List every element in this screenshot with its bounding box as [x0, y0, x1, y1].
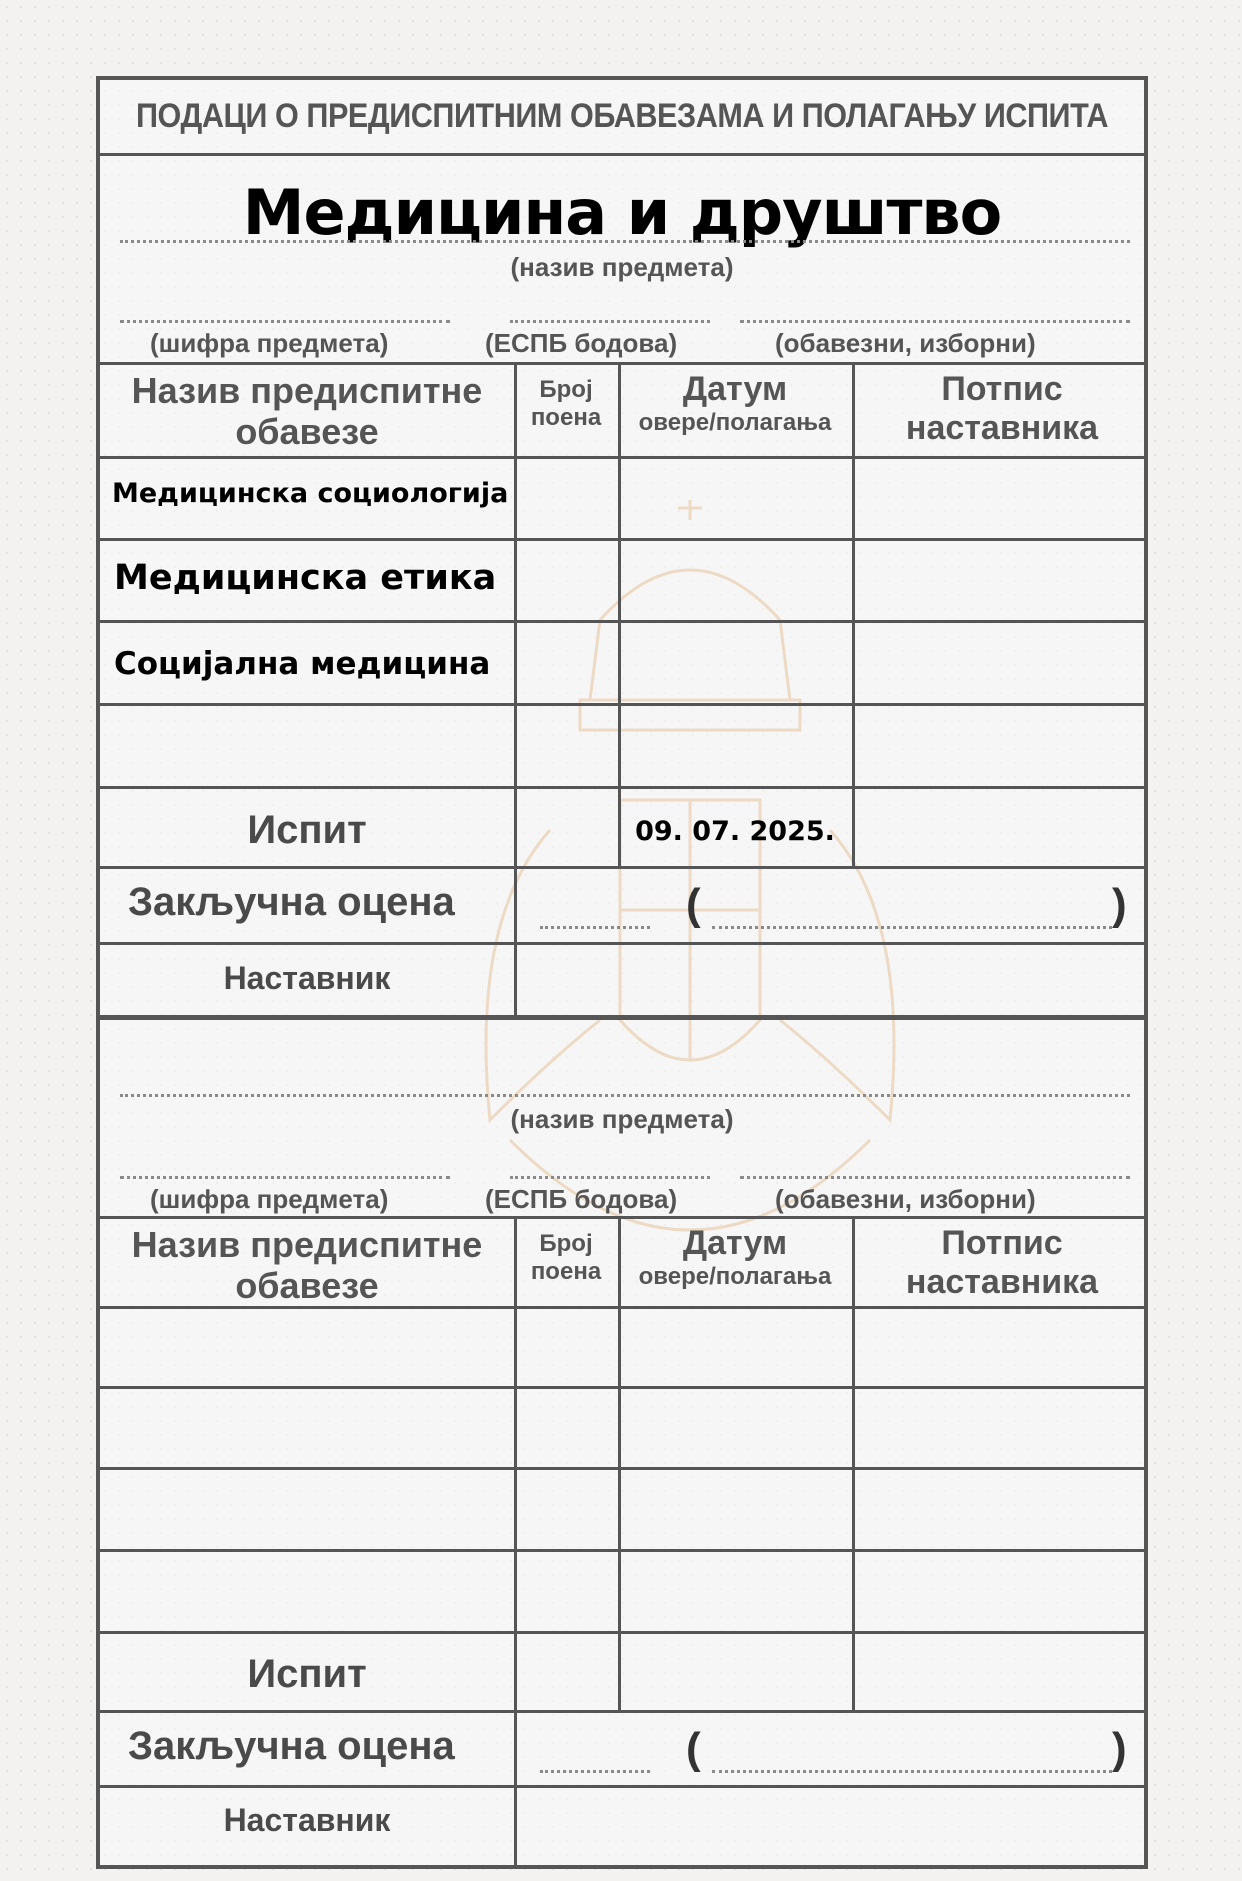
ects-dotted-line — [510, 320, 710, 323]
exam-row-label: Испит — [247, 808, 367, 852]
subject-name-label-2: (назив предмета) — [510, 1104, 734, 1134]
form-header-title: ПОДАЦИ О ПРЕДИСПИТНИМ ОБАВЕЗАМА И ПОЛАГАЊУ ИСПИТА — [135, 97, 1109, 135]
type-dotted-line — [740, 320, 1130, 323]
col-header-date: Датум овере/полагања — [638, 370, 832, 437]
teacher-label: Наставник — [223, 960, 391, 996]
final-grade-words-dotted — [712, 926, 1112, 929]
form-header — [100, 80, 1144, 156]
subject-name-value: Медицина и друштво — [242, 176, 1002, 249]
final-grade-label-2: Закључна оцена — [128, 1724, 455, 1768]
obligation-row-3: Социјална медицина — [114, 646, 491, 682]
final-grade-points-dotted-2 — [540, 1770, 650, 1773]
col-header-date-2: Датум овере/полагања — [638, 1224, 832, 1291]
ects-label-2: (ЕСПБ бодова) — [485, 1184, 678, 1214]
subject-name-dotted-line — [120, 240, 1130, 243]
col-header-signature-2: Потпис наставника — [905, 1224, 1099, 1302]
final-grade-words-dotted-2 — [712, 1770, 1112, 1773]
col-header-signature: Потпис наставника — [905, 370, 1099, 448]
col-header-points-2: Број поена — [530, 1230, 602, 1285]
index-page — [96, 76, 1148, 1869]
subject-name-label: (назив предмета) — [510, 252, 734, 282]
type-label-2: (обавезни, изборни) — [775, 1184, 1036, 1214]
final-grade-paren-open: ( — [686, 880, 701, 929]
final-grade-label: Закључна оцена — [128, 880, 455, 924]
final-grade-paren-open-2: ( — [686, 1724, 701, 1773]
col-header-points: Број поена — [530, 376, 602, 431]
col-header-obligation-2: Назив предиспитне обавезе — [131, 1224, 483, 1307]
teacher-label-2: Наставник — [223, 1802, 391, 1838]
type-label: (обавезни, изборни) — [775, 328, 1036, 358]
ects-label: (ЕСПБ бодова) — [485, 328, 678, 358]
final-grade-points-dotted — [540, 926, 650, 929]
obligation-row-2: Медицинска етика — [114, 558, 497, 598]
exam-date-value: 09. 07. 2025. — [635, 816, 835, 847]
subject-name-dotted-line-2 — [120, 1094, 1130, 1097]
subject-code-label-2: (шифра предмета) — [150, 1184, 389, 1214]
subject-code-dotted-line-2 — [120, 1176, 450, 1179]
subject-code-dotted-line — [120, 320, 450, 323]
final-grade-paren-close-2: ) — [1112, 1724, 1127, 1773]
type-dotted-line-2 — [740, 1176, 1130, 1179]
col-header-obligation: Назив предиспитне обавезе — [131, 370, 483, 453]
obligation-row-1: Медицинска социологија — [112, 478, 509, 509]
ects-dotted-line-2 — [510, 1176, 710, 1179]
subject-code-label: (шифра предмета) — [150, 328, 389, 358]
final-grade-paren-close: ) — [1112, 880, 1127, 929]
exam-row-label-2: Испит — [247, 1652, 367, 1696]
